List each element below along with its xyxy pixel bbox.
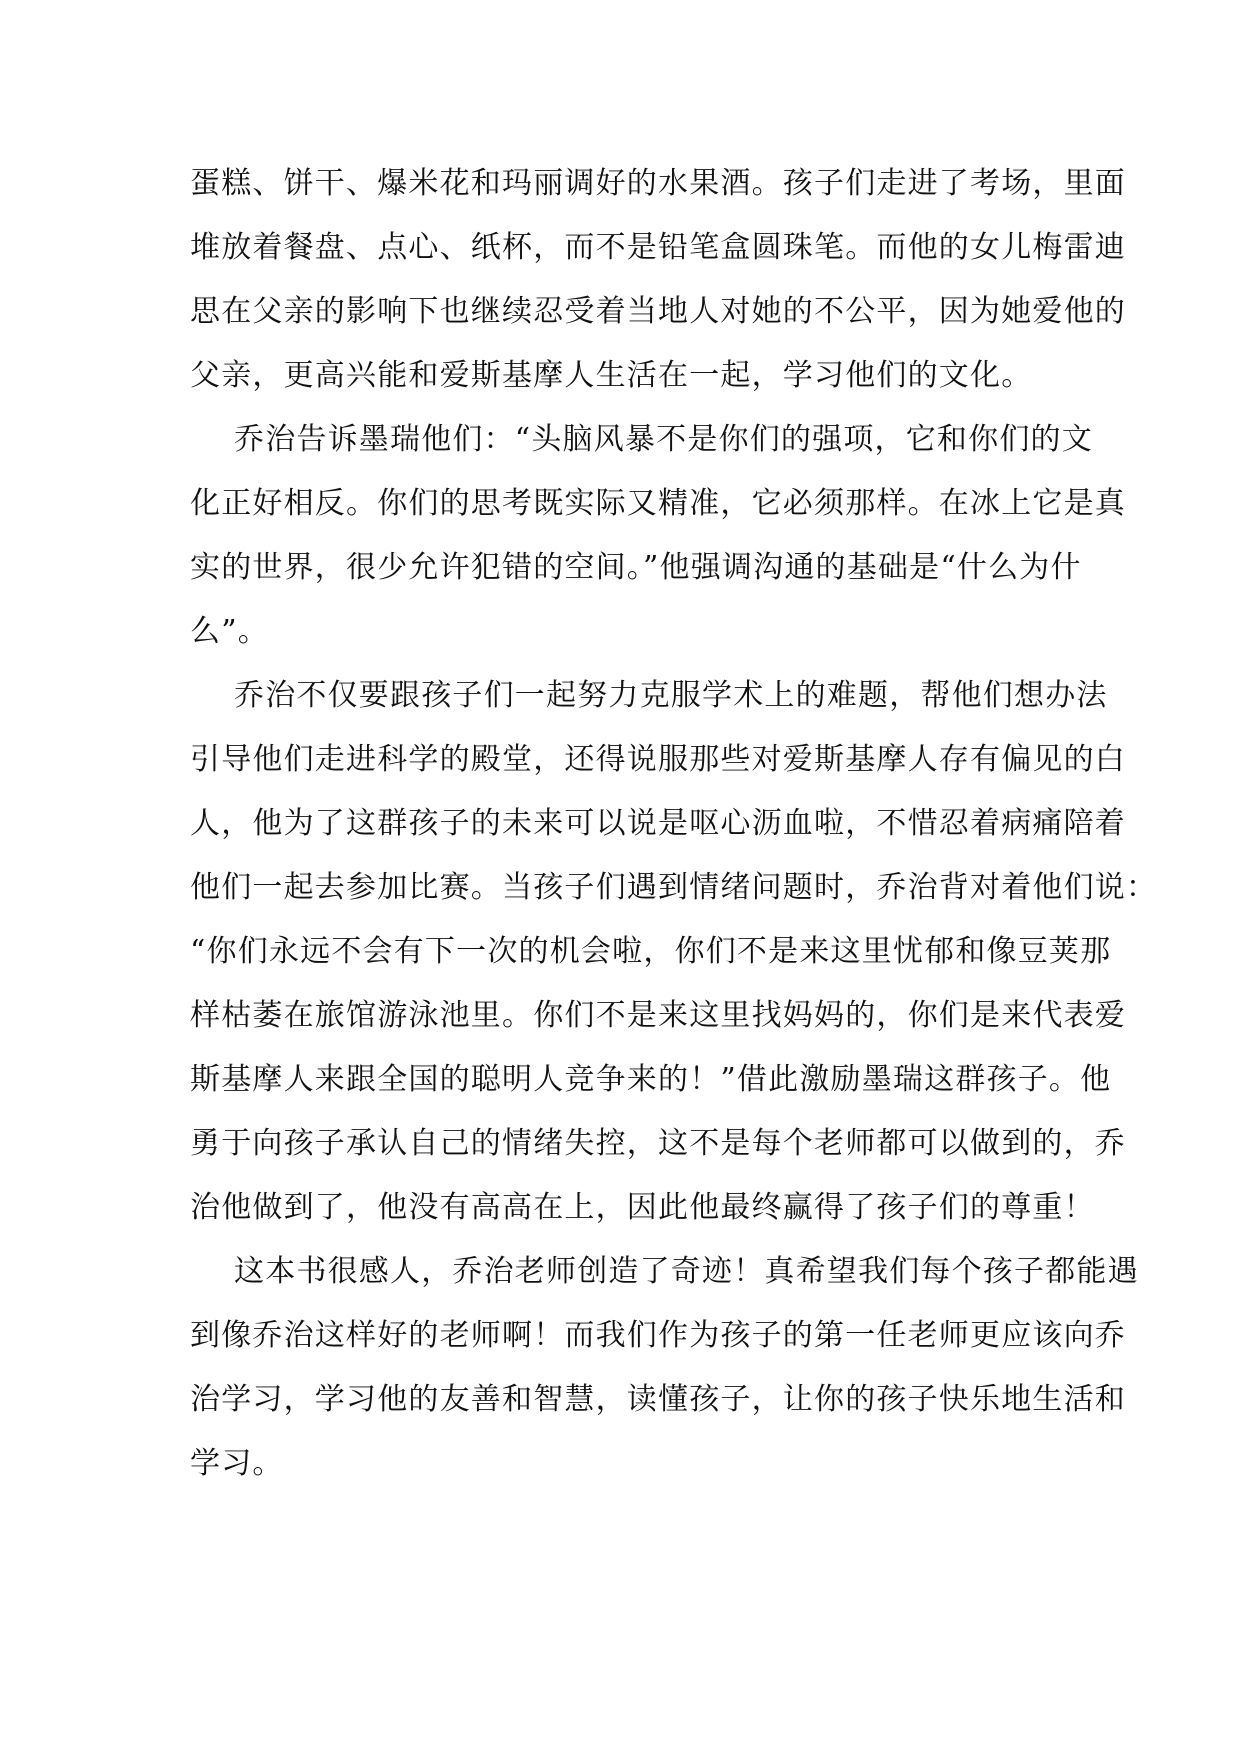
paragraph-1 — [190, 152, 1126, 408]
text-line: 引导他们走进科学的殿堂，还得说服那些对爱斯基摩人存有偏见的白 — [190, 742, 1126, 777]
text-line: 到像乔治这样好的老师啊！而我们作为孩子的第一任老师更应该向乔 — [190, 1318, 1126, 1353]
text-line: 勇于向孩子承认自己的情绪失控，这不是每个老师都可以做到的，乔 — [190, 1126, 1126, 1161]
text-line: 这本书很感人，乔治老师创造了奇迹！真希望我们每个孩子都能遇 — [234, 1254, 1139, 1289]
text-line: 实的世界，很少允许犯错的空间。”他强调沟通的基础是“什么为什 — [190, 550, 1082, 585]
paragraph-2 — [190, 408, 1126, 664]
text-line: 蛋糕、饼干、爆米花和玛丽调好的水果酒。孩子们走进了考场，里面 — [190, 166, 1126, 201]
text-line: 思在父亲的影响下也继续忍受着当地人对她的不公平，因为她爱他的 — [190, 294, 1126, 329]
text-line: 学习。 — [190, 1446, 284, 1481]
text-line: 治他做到了，他没有高高在上，因此他最终赢得了孩子们的尊重！ — [190, 1190, 1095, 1225]
paragraph-4 — [190, 1240, 1139, 1496]
text-line: 堆放着餐盘、点心、纸杯，而不是铅笔盒圆珠笔。而他的女儿梅雷迪 — [190, 230, 1126, 265]
text-line: 治学习，学习他的友善和智慧，读懂孩子，让你的孩子快乐地生活和 — [190, 1382, 1126, 1417]
text-line: 乔治告诉墨瑞他们：“头脑风暴不是你们的强项，它和你们的文 — [234, 422, 1093, 457]
text-line: 化正好相反。你们的思考既实际又精准，它必须那样。在冰上它是真 — [190, 486, 1126, 521]
text-line: 斯基摩人来跟全国的聪明人竞争来的！”借此激励墨瑞这群孩子。他 — [190, 1062, 1112, 1097]
text-line: 人，他为了这群孩子的未来可以说是呕心沥血啦，不惜忍着病痛陪着 — [190, 806, 1126, 841]
text-line: “你们永远不会有下一次的机会啦，你们不是来这里忧郁和像豆荚那 — [190, 934, 1112, 969]
text-line: 么”。 — [190, 614, 269, 649]
text-line: 样枯萎在旅馆游泳池里。你们不是来这里找妈妈的，你们是来代表爱 — [190, 998, 1126, 1033]
text-line: 他们一起去参加比赛。当孩子们遇到情绪问题时，乔治背对着他们说： — [190, 870, 1158, 905]
text-line: 父亲，更高兴能和爱斯基摩人生活在一起，学习他们的文化。 — [190, 358, 1033, 393]
document-body — [190, 152, 1158, 1496]
paragraph-3 — [190, 664, 1158, 1240]
text-line: 乔治不仅要跟孩子们一起努力克服学术上的难题，帮他们想办法 — [234, 678, 1108, 713]
